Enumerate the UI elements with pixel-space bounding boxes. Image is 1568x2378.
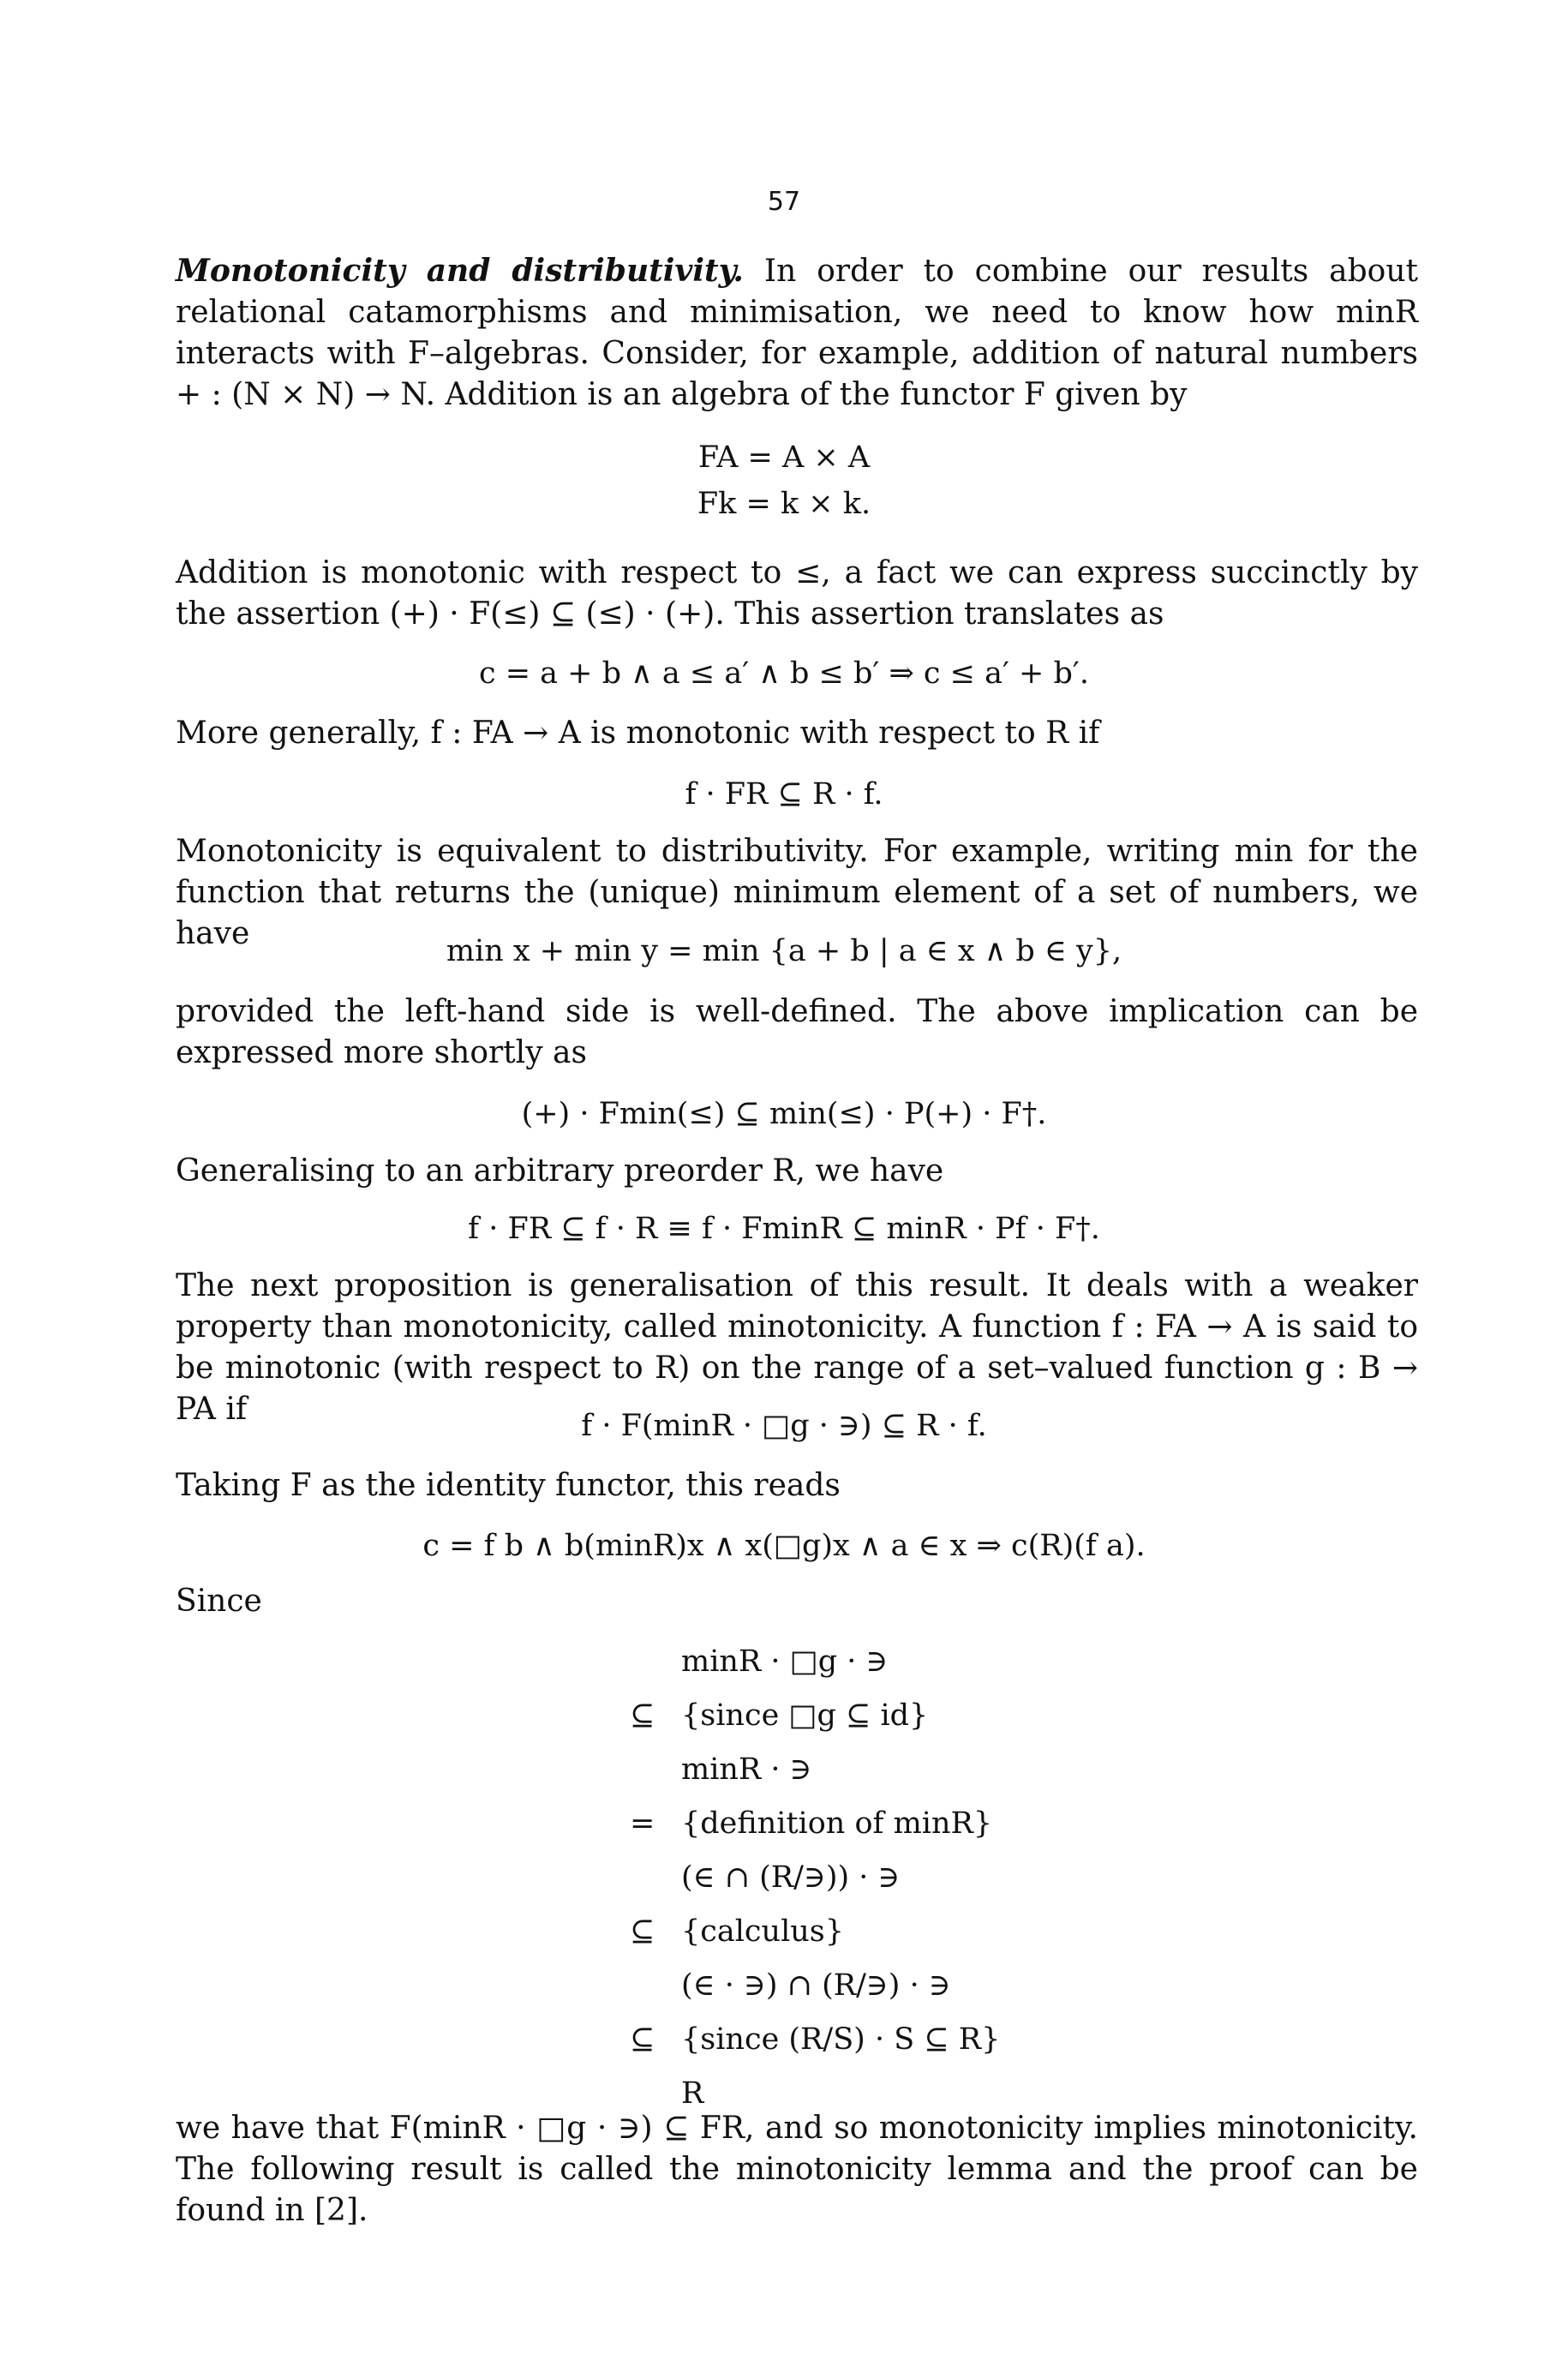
equation-min-shortly: (+) · Fmin(≤) ⊆ min(≤) · P(+) · F†. xyxy=(521,1097,1047,1131)
paragraph-preorder: Generalising to an arbitrary preorder R, we have xyxy=(176,1153,944,1189)
proof-line: (∈ · ∋) ∩ (R/∋) · ∋ xyxy=(681,1968,951,2003)
equation-monotonic: f · FR ⊆ R · f. xyxy=(685,777,883,812)
paragraph-minotonicity: The next proposition is generalisation of this result. It deals with a weaker property than monotonicity, called minotonicity. A function f : FA → A is said to be minotonic (with respect to R) on the range of a set–valued function g : B → PA if xyxy=(176,1268,1418,1427)
calculational-proof xyxy=(630,1635,1000,2121)
equation-minotonic: f · F(minR · □g · ∋) ⊆ R · f. xyxy=(581,1409,987,1443)
proof-line: ⊆ {calculus} xyxy=(630,1914,845,1949)
section-heading: Monotonicity and distributivity. xyxy=(176,253,744,289)
equation-functor-objects: FA = A × A xyxy=(697,440,871,475)
paragraph-well-defined: provided the left-hand side is well-defined. The above implication can be expressed more shortly as xyxy=(176,994,1418,1070)
proof-line: = {definition of minR} xyxy=(630,1806,993,1841)
equation-translation: c = a + b ∧ a ≤ a′ ∧ b ≤ b′ ⇒ c ≤ a′ + b′. xyxy=(479,656,1089,691)
equation-identity-reads: c = f b ∧ b(minR)x ∧ x(□g)x ∧ a ∈ x ⇒ c(R)(f a). xyxy=(422,1529,1146,1563)
paragraph-addition-monotonic: Addition is monotonic with respect to ≤, a fact we can express succinctly by the assertion (+) · F(≤) ⊆ (≤) · (+). This assertion translates as xyxy=(176,555,1418,632)
paragraph-more-generally: More generally, f : FA → A is monotonic with respect to R if xyxy=(176,716,1100,751)
paragraph-identity-functor: Taking F as the identity functor, this reads xyxy=(176,1468,841,1503)
page-number: 57 xyxy=(767,187,801,217)
proof-line: ⊆ {since □g ⊆ id} xyxy=(630,1698,929,1733)
equation-functor-arrows: Fk = k × k. xyxy=(697,487,871,521)
equation-min-sum: min x + min y = min {a + b | a ∈ x ∧ b ∈ y}, xyxy=(446,934,1122,968)
paragraph-monotonicity xyxy=(176,250,1418,416)
paragraph-text: In order to combine our results about relational catamorphisms and minimisation, we need to know how minR interacts with F–algebras. Consider, for example, addition of natural numbers + : (N × N) → N. Addition is an algebra of the functor F given by xyxy=(176,254,1418,412)
equation-preorder: f · FR ⊆ f · R ≡ f · FminR ⊆ minR · Pf · F†. xyxy=(468,1212,1100,1246)
proof-line: minR · □g · ∋ xyxy=(681,1644,889,1679)
paragraph-conclusion: we have that F(minR · □g · ∋) ⊆ FR, and so monotonicity implies minotonicity. The following result is called the minotonicity lemma and the proof can be found in [2]. xyxy=(176,2111,1418,2228)
proof-line: ⊆ {since (R/S) · S ⊆ R} xyxy=(630,2022,1001,2057)
proof-line: (∈ ∩ (R/∋)) · ∋ xyxy=(681,1860,901,1895)
proof-line: minR · ∋ xyxy=(681,1752,812,1787)
since-label: Since xyxy=(176,1584,262,1619)
paragraph-distributivity: Monotonicity is equivalent to distributivity. For example, writing min for the function that returns the (unique) minimum element of a set of numbers, we have xyxy=(176,834,1418,951)
proof-line: R xyxy=(681,2076,704,2111)
